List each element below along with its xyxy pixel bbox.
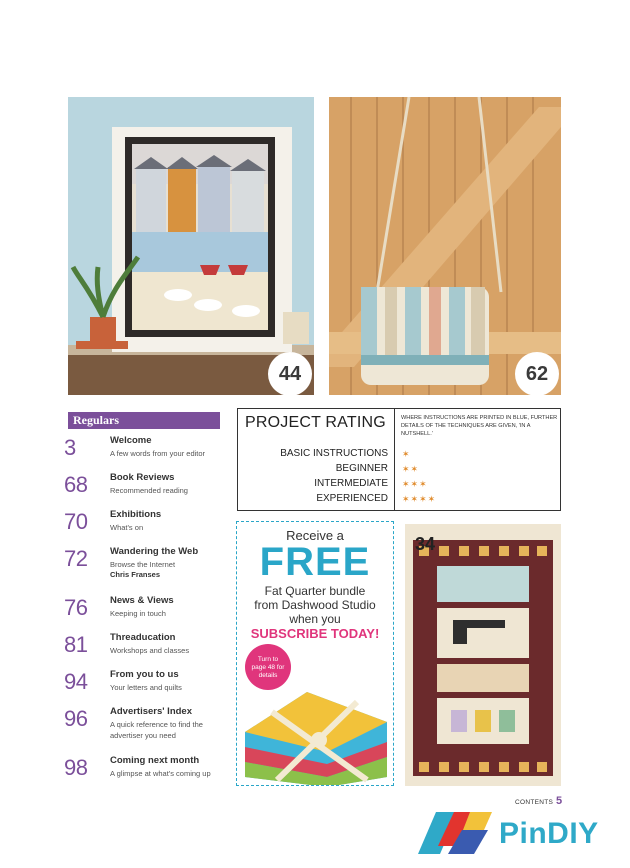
regular-description: Recommended reading xyxy=(110,486,188,495)
regular-description: A glimpse at what's coming up xyxy=(110,769,211,778)
regular-title: News & Views xyxy=(110,595,174,606)
regular-title: Exhibitions xyxy=(110,509,162,520)
regular-page-number: 96 xyxy=(64,706,88,731)
harbour-quilt-illustration xyxy=(68,97,314,395)
regular-description: What's on xyxy=(110,523,144,532)
photo-harbour-quilt xyxy=(68,97,314,395)
project-rating-note: WHERE INSTRUCTIONS ARE PRINTED IN BLUE, FURTHER DETAILS OF THE TECHNIQUES ARE GIVEN, 'IN A NUTSHELL.' xyxy=(401,415,558,437)
photo-striped-bag xyxy=(329,97,561,395)
page-badge-62[interactable]: 62 xyxy=(515,352,559,395)
regular-title: Wandering the Web xyxy=(110,546,199,557)
star-icon-row xyxy=(402,464,419,475)
regular-page-number: 70 xyxy=(64,509,88,534)
regular-page-number: 3 xyxy=(64,435,76,460)
footer-contents-label: CONTENTS xyxy=(515,799,554,806)
regular-title: Threaducation xyxy=(110,632,176,643)
regular-description: Workshops and classes xyxy=(110,646,190,655)
regular-description: Browse the Internet xyxy=(110,560,176,569)
regular-page-number: 72 xyxy=(64,546,88,571)
star-icon: ✶ xyxy=(410,494,420,504)
ad-when-you: when you xyxy=(289,612,341,626)
regular-title: Coming next month xyxy=(110,755,200,766)
regular-item-wandering-the-web[interactable] xyxy=(64,546,234,580)
star-icon: ✶ xyxy=(402,464,411,474)
star-icon: ✶ xyxy=(410,464,420,474)
ad-fat-quarter: Fat Quarter bundle xyxy=(264,584,366,598)
striped-bag-illustration xyxy=(329,97,561,395)
pindiy-logo-icon xyxy=(418,808,496,858)
regular-description: Keeping in touch xyxy=(110,609,166,618)
star-icon-row xyxy=(402,449,411,460)
regular-author: Chris Franses xyxy=(110,570,161,579)
rating-label-beginner: BEGINNER xyxy=(335,463,388,474)
regular-item-coming-next-month[interactable] xyxy=(64,755,234,789)
project-rating-title: PROJECT RATING xyxy=(245,414,386,431)
star-icon: ✶ xyxy=(402,494,411,504)
regular-item-news-views[interactable] xyxy=(64,595,234,629)
star-icon: ✶ xyxy=(419,479,428,489)
subscribe-advert[interactable] xyxy=(236,521,394,786)
star-icon-row xyxy=(402,479,428,490)
rating-label-intermediate: INTERMEDIATE xyxy=(314,478,388,489)
regular-item-welcome[interactable] xyxy=(64,435,234,469)
regular-page-number: 76 xyxy=(64,595,88,620)
regular-title: Advertisers' Index xyxy=(110,706,192,717)
star-icon: ✶ xyxy=(419,494,428,504)
ad-subscribe-today[interactable]: SUBSCRIBE TODAY! xyxy=(250,626,380,641)
rating-divider xyxy=(394,409,395,510)
photo-sewing-quilt xyxy=(405,524,561,786)
sewing-quilt-illustration xyxy=(405,524,561,786)
star-icon: ✶ xyxy=(402,479,411,489)
star-icon: ✶ xyxy=(402,449,411,459)
regular-item-threaducation[interactable] xyxy=(64,632,234,666)
regular-item-book-reviews[interactable] xyxy=(64,472,234,506)
footer-page-number: 5 xyxy=(556,795,563,807)
regular-title: Book Reviews xyxy=(110,472,175,483)
turn-to-page-badge[interactable] xyxy=(245,644,291,690)
regular-description: A quick reference to find the xyxy=(110,720,203,729)
page-number-34[interactable]: 34 xyxy=(415,534,436,554)
regular-title: Welcome xyxy=(110,435,152,446)
regular-item-advertisers-index[interactable] xyxy=(64,706,234,740)
regular-page-number: 94 xyxy=(64,669,88,694)
regular-page-number: 98 xyxy=(64,755,88,780)
badge-line-2: page 48 for xyxy=(251,664,285,671)
page-badge-44[interactable]: 44 xyxy=(268,352,312,395)
regular-item-exhibitions[interactable] xyxy=(64,509,234,543)
star-icon-row xyxy=(402,494,436,505)
regular-description: Your letters and quilts xyxy=(110,683,182,692)
ad-free: FREE xyxy=(259,540,371,584)
regular-item-from-you-to-us[interactable] xyxy=(64,669,234,703)
project-rating-box xyxy=(237,408,561,511)
ad-receive-a: Receive a xyxy=(286,528,344,543)
regulars-header: Regulars xyxy=(68,412,220,429)
regular-title: From you to us xyxy=(110,669,179,680)
badge-line-3: details xyxy=(258,672,278,679)
regular-description-line2: advertiser you need xyxy=(110,731,176,740)
badge-line-1: Turn to xyxy=(257,656,279,663)
regular-page-number: 68 xyxy=(64,472,88,497)
star-icon: ✶ xyxy=(427,494,437,504)
star-icon: ✶ xyxy=(410,479,420,489)
rating-label-experienced: EXPERIENCED xyxy=(316,493,388,504)
ad-dashwood: from Dashwood Studio xyxy=(254,598,376,612)
regular-description: A few words from your editor xyxy=(110,449,206,458)
rating-label-basic: BASIC INSTRUCTIONS xyxy=(280,448,388,459)
pindiy-logo-text: PinDIY xyxy=(499,817,599,850)
regular-page-number: 81 xyxy=(64,632,88,657)
